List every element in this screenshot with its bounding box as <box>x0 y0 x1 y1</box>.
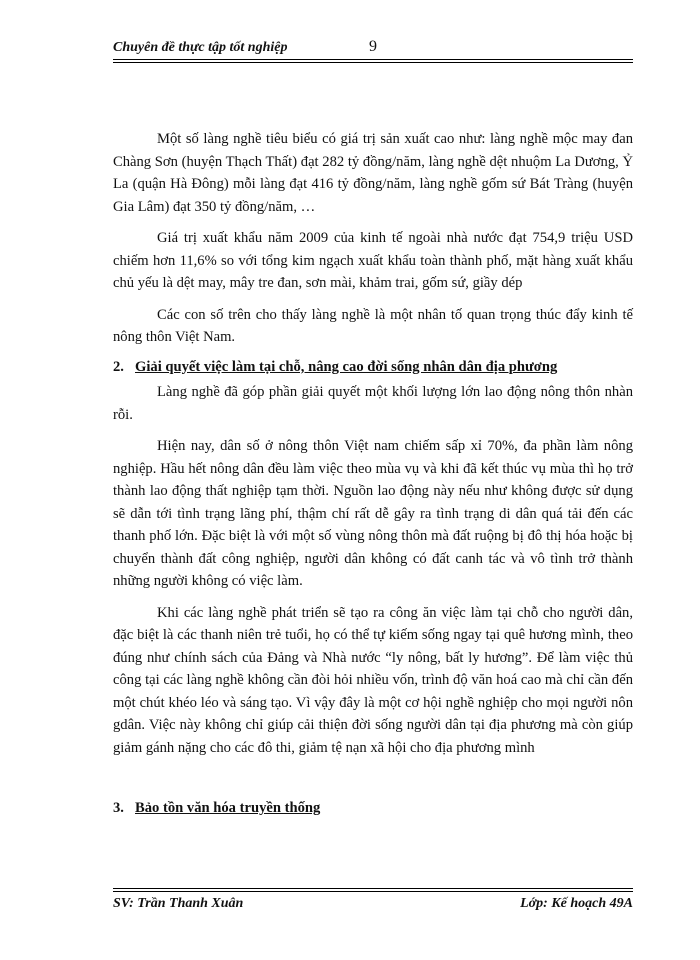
paragraph: Làng nghề đã góp phần giải quyết một khối lượng lớn lao động nông thôn nhàn rỗi. <box>113 384 633 423</box>
footer-author: SV: Trần Thanh Xuân <box>113 896 244 911</box>
footer-divider <box>113 888 633 892</box>
section-title: Giải quyết việc làm tại chỗ, nâng cao đời sống nhân dân địa phương <box>135 358 558 375</box>
header-title: Chuyên đề thực tập tốt nghiệp <box>113 40 288 55</box>
section-heading <box>113 356 633 379</box>
paragraph: Hiện nay, dân số ở nông thôn Việt nam chiếm sấp xỉ 70%, đa phần làm nông nghiệp. Hầu hết nông dân đều làm việc theo mùa vụ và khi đã kết thúc vụ mùa thì họ trở thành lao động thất nghiệp tạm thời. Nguồn lao động này nếu như không được sử dụng sẽ dẫn tới tình trạng lãng phí, thậm chí rất dễ gây ra tình trạng di dân quá tải đến các thanh phố lớn. Đặc biệt là với một số vùng nông thôn mà đất ruộng bị đô thị hóa hoặc bị chuyển thành đất công nghiệp, người dân không có đất canh tác và vô tình trở thành những người không có việc làm. <box>113 438 633 589</box>
page-header <box>113 40 633 60</box>
section-title: Bảo tồn văn hóa truyền thống <box>135 800 321 816</box>
document-body <box>113 128 633 820</box>
paragraph: Các con số trên cho thấy làng nghề là một nhân tố quan trọng thúc đẩy kinh tế nông thôn Việt Nam. <box>113 306 633 345</box>
section-number: 3. <box>113 800 124 816</box>
paragraph: Một số làng nghề tiêu biểu có giá trị sản xuất cao như: làng nghề mộc may đan Chàng Sơn (huyện Thạch Thất) đạt 282 tỷ đồng/năm, làng nghề dệt nhuộm La Dương, Ỷ La (quận Hà Đông) mỗi làng đạt 416 tỷ đồng/năm, làng nghề gốm sứ Bát Tràng (huyện Gia Lâm) đạt 350 tỷ đồng/năm, … <box>113 131 633 215</box>
section-heading <box>113 797 633 820</box>
page-number: 9 <box>369 38 377 55</box>
page-footer <box>113 896 633 912</box>
section-number: 2. <box>113 358 124 375</box>
header-divider <box>113 59 633 63</box>
footer-class: Lớp: Kế hoạch 49A <box>520 896 633 911</box>
paragraph: Khi các làng nghề phát triển sẽ tạo ra công ăn việc làm tại chỗ cho người dân, đặc biệt là các thanh niên trẻ tuổi, họ có thể tự kiếm sống ngay tại quê hương mình, theo đúng như chính sách của Đảng và Nhà nước “ly nông, bất ly hương”. Để làm việc thủ công tại các làng nghề không cần đòi hỏi nhiều vốn, trình độ văn hoá cao mà chỉ cần đến một chút khéo léo và sáng tạo. Vì vậy đây là một cơ hội nghề nghiệp cho mọi người nôn gdân. Việc này không chỉ giúp cải thiện đời sống người dân tại địa phương mà còn giúp giảm gánh nặng cho các đô thi, giảm tệ nạn xã hội cho địa phương mình <box>113 604 633 756</box>
paragraph: Giá trị xuất khẩu năm 2009 của kinh tế ngoài nhà nước đạt 754,9 triệu USD chiếm hơn 11,6% so với tổng kim ngạch xuất khẩu toàn thành phố, mặt hàng xuất khẩu chủ yếu là dệt may, mây tre đan, sơn mài, khảm trai, gốm sứ, giầy dép <box>113 230 633 291</box>
